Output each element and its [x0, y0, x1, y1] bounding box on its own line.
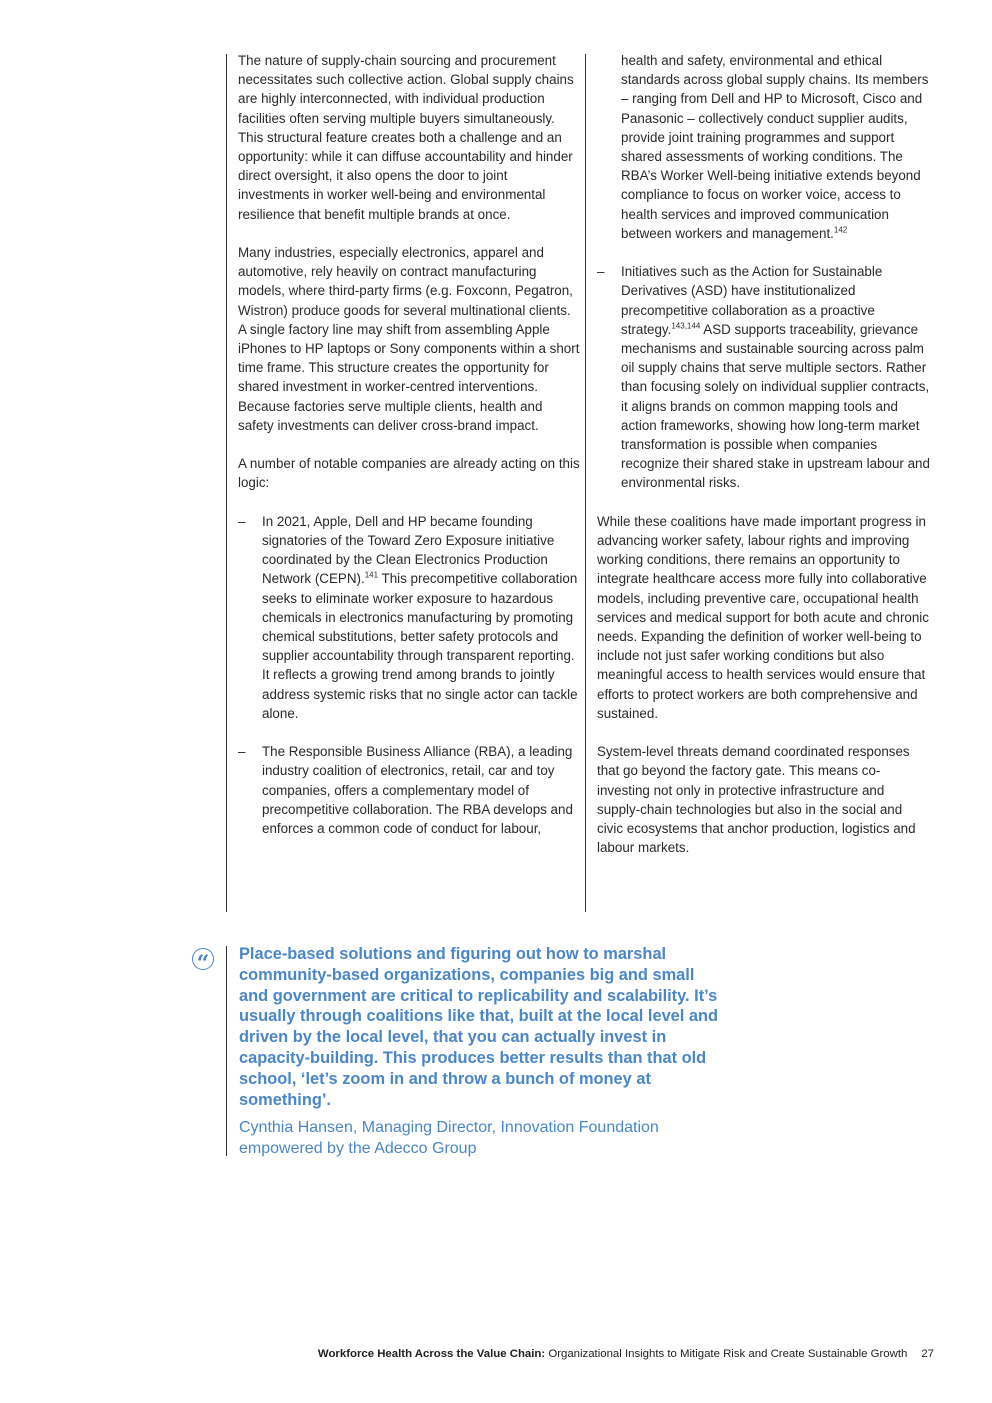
- bullet-text: The Responsible Business Alliance (RBA), a leading industry coalition of electronics, retail, car and toy companies, offers a complementary model of precompetitive collaboration. The RBA develops and enforces a common code of conduct for labour,: [262, 744, 573, 837]
- bullet-text-continued: ASD supports traceability, grievance mechanisms and sustainable sourcing across palm oil supply chains that serve multiple sectors. Rather than focusing solely on individual supplier contracts, it aligns brands on common mapping tools and action frameworks, showing how long-term market transformation is possible when companies recognize their shared stake in upstream labour and environmental risks.: [621, 321, 930, 491]
- left-column-rule: [226, 54, 227, 912]
- left-column: [238, 51, 580, 838]
- paragraph-healthcare-access: While these coalitions have made important progress in advancing worker safety, labour rights and improving working conditions, there remains an opportunity to integrate healthcare access more fully into collaborative models, including preventive care, occupational health services and medical support for both acute and chronic needs. Expanding the definition of worker well-being to include not just safer working conditions but also meaningful access to health services would ensure that efforts to protect workers are both comprehensive and sustained.: [597, 513, 929, 721]
- footnote-ref-141[interactable]: 141: [364, 570, 379, 580]
- quote-attribution: Cynthia Hansen, Managing Director, Innovation Foundation empowered by the Adecco Group: [239, 1119, 659, 1157]
- list-dash: –: [597, 264, 605, 280]
- paragraph-system-level-threats: System-level threats demand coordinated responses that go beyond the factory gate. This means co-investing not only in protective infrastructure and supply-chain technologies but also in the social and civic ecosystems that anchor production, logistics and labour markets.: [597, 744, 916, 856]
- bullet-text: Initiatives such as the Action for Sustainable Derivatives (ASD) have institutionalized precompetitive collaboration as a proactive strategy.: [621, 264, 883, 337]
- footnote-ref-143-144[interactable]: 143,144: [671, 321, 701, 331]
- list-dash: –: [238, 744, 246, 760]
- quote-rule: [226, 946, 227, 1156]
- footer-title-bold: Workforce Health Across the Value Chain:: [317, 1348, 546, 1360]
- bullet-text: In 2021, Apple, Dell and HP became founding signatories of the Toward Zero Exposure initiative coordinated by the Clean Electronics Production Network (CEPN).: [262, 513, 555, 587]
- quote-mark-icon: “: [192, 948, 214, 970]
- list-item-toward-zero-exposure: [238, 512, 580, 723]
- page-number: 27: [921, 1348, 934, 1360]
- bullet-text: health and safety, environmental and ethical standards across global supply chains. Its members – ranging from Dell and HP to Microsoft, Cisco and Panasonic – collectively conduct supplier audits, provide joint training programmes and support shared assessments of working conditions. The RBA’s Worker Well-being initiative extends beyond compliance to focus on worker voice, access to health services and improved communication between workers and management.: [621, 53, 929, 241]
- list-item-rba-continued: [597, 51, 931, 243]
- paragraph-supply-chain-sourcing: The nature of supply-chain sourcing and procurement necessitates such collective action. Global supply chains are highly interconnected, with individual production facilities often serving multiple buyers simultaneously. This structural feature creates both a challenge and an opportunity: while it can diffuse accountability and hinder direct oversight, it also opens the door to joint investments in worker well-being and environmental resilience that benefit multiple brands at once.: [238, 53, 574, 222]
- bullet-text-continued: This precompetitive collaboration seeks to eliminate worker exposure to hazardous chemicals in electronics manufacturing by promoting chemical substitutions, better safety protocols and supplier accountability through transparent reporting. It reflects a growing trend among brands to jointly address systemic risks that no single actor can tackle alone.: [262, 571, 578, 721]
- list-item-responsible-business-alliance: [238, 742, 580, 838]
- right-column: [597, 51, 931, 857]
- footer-title-rest: Organizational Insights to Mitigate Risk and Create Sustainable Growth: [545, 1348, 908, 1360]
- pull-quote: Place-based solutions and figuring out how to marshal community-based organizations, companies big and small and government are critical to replicability and scalability. It’s usually through coalitions like that, built at the local level and driven by the local level, that you can actually invest in capacity-building. This produces better results than that old school, ‘let’s zoom in and throw a bunch of money at something’.: [239, 945, 719, 1109]
- list-item-action-sustainable-derivatives: [597, 262, 931, 492]
- paragraph-contract-manufacturing: Many industries, especially electronics, apparel and automotive, rely heavily on contract manufacturing models, where third-party firms (e.g. Foxconn, Pegatron, Wistron) produce goods for several multinational clients. A single factory line may shift from assembling Apple iPhones to HP laptops or Sony components within a short time frame. This structure creates the opportunity for shared investment in worker-centred interventions. Because factories serve multiple clients, health and safety investments can deliver cross-brand impact.: [238, 245, 580, 433]
- page-footer: [0, 1346, 934, 1362]
- footnote-ref-142[interactable]: 142: [833, 225, 848, 235]
- middle-column-rule: [585, 54, 586, 912]
- paragraph-notable-companies: A number of notable companies are already acting on this logic:: [238, 456, 580, 491]
- list-dash: –: [238, 513, 246, 529]
